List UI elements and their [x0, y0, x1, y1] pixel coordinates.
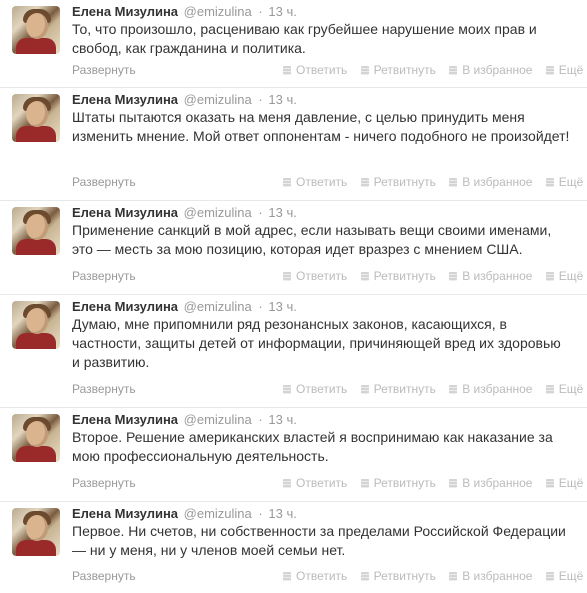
retweet-button[interactable]: Ретвитнуть: [361, 268, 436, 284]
more-button[interactable]: Ещё: [546, 174, 584, 190]
tweet-actions: [283, 475, 583, 491]
tweet-header: [72, 205, 297, 221]
reply-button[interactable]: Ответить: [283, 381, 347, 397]
avatar[interactable]: [12, 94, 60, 142]
tweet-actions: [283, 381, 583, 397]
reply-button[interactable]: Ответить: [283, 174, 347, 190]
reply-icon: [283, 272, 291, 281]
separator-dot: ·: [258, 412, 263, 427]
expand-link[interactable]: Развернуть: [72, 269, 136, 283]
tweet-actions: [283, 268, 583, 284]
expand-link[interactable]: Развернуть: [72, 476, 136, 490]
star-icon: [449, 66, 457, 75]
separator-dot: ·: [258, 4, 263, 19]
avatar[interactable]: [12, 207, 60, 255]
retweet-icon: [361, 385, 369, 394]
tweet-text: Второе. Решение американских властей я воспринимаю как наказание за мою профессиональную деятельность.: [72, 429, 553, 464]
expand-link[interactable]: Развернуть: [72, 569, 136, 583]
avatar[interactable]: [12, 6, 60, 54]
reply-button[interactable]: Ответить: [283, 568, 347, 584]
tweet-actions: [283, 568, 583, 584]
retweet-button[interactable]: Ретвитнуть: [361, 174, 436, 190]
more-icon: [546, 479, 554, 488]
reply-icon: [283, 479, 291, 488]
tweet-item[interactable]: [0, 88, 587, 201]
tweet-item[interactable]: [0, 502, 587, 593]
more-icon: [546, 572, 554, 581]
reply-icon: [283, 178, 291, 187]
more-button[interactable]: Ещё: [546, 381, 584, 397]
more-icon: [546, 178, 554, 187]
tweet-timestamp[interactable]: 13 ч.: [268, 4, 297, 19]
expand-link[interactable]: Развернуть: [72, 382, 136, 396]
expand-link[interactable]: Развернуть: [72, 175, 136, 189]
star-icon: [449, 385, 457, 394]
author-handle[interactable]: @emizulina: [183, 506, 252, 521]
tweet-header: [72, 4, 297, 20]
tweet-item[interactable]: [0, 295, 587, 408]
favorite-button[interactable]: В избранное: [449, 174, 532, 190]
tweet-text: Применение санкций в мой адрес, если называть вещи своими именами, это — месть за мою позицию, которая идет вразрез с мнением США.: [72, 222, 552, 257]
tweet-timestamp[interactable]: 13 ч.: [268, 299, 297, 314]
more-button[interactable]: Ещё: [546, 568, 584, 584]
tweet-text: Штаты пытаются оказать на меня давление, с целью принудить меня изменить мнение. Мой ответ оппонентам - ничего подобного не произойдет!: [72, 109, 570, 144]
retweet-button[interactable]: Ретвитнуть: [361, 62, 436, 78]
retweet-icon: [361, 66, 369, 75]
author-handle[interactable]: @emizulina: [183, 412, 252, 427]
author-handle[interactable]: @emizulina: [183, 299, 252, 314]
author-name[interactable]: Елена Мизулина: [72, 412, 179, 427]
separator-dot: ·: [258, 92, 263, 107]
avatar[interactable]: [12, 301, 60, 349]
reply-button[interactable]: Ответить: [283, 475, 347, 491]
favorite-button[interactable]: В избранное: [449, 381, 532, 397]
author-name[interactable]: Елена Мизулина: [72, 299, 179, 314]
avatar[interactable]: [12, 508, 60, 556]
reply-button[interactable]: Ответить: [283, 268, 347, 284]
tweet-timestamp[interactable]: 13 ч.: [268, 92, 297, 107]
tweet-timestamp[interactable]: 13 ч.: [268, 506, 297, 521]
tweet-timestamp[interactable]: 13 ч.: [268, 412, 297, 427]
tweet-item[interactable]: [0, 201, 587, 295]
retweet-button[interactable]: Ретвитнуть: [361, 475, 436, 491]
avatar[interactable]: [12, 414, 60, 462]
tweet-item[interactable]: [0, 0, 587, 88]
tweet-actions: [283, 62, 583, 78]
favorite-button[interactable]: В избранное: [449, 62, 532, 78]
reply-icon: [283, 385, 291, 394]
author-handle[interactable]: @emizulina: [183, 92, 252, 107]
tweet-header: [72, 92, 297, 108]
retweet-button[interactable]: Ретвитнуть: [361, 381, 436, 397]
retweet-icon: [361, 178, 369, 187]
retweet-icon: [361, 479, 369, 488]
reply-button[interactable]: Ответить: [283, 62, 347, 78]
favorite-button[interactable]: В избранное: [449, 268, 532, 284]
tweet-header: [72, 412, 297, 428]
retweet-icon: [361, 272, 369, 281]
retweet-icon: [361, 572, 369, 581]
author-handle[interactable]: @emizulina: [183, 205, 252, 220]
more-button[interactable]: Ещё: [546, 62, 584, 78]
more-icon: [546, 272, 554, 281]
author-handle[interactable]: @emizulina: [183, 4, 252, 19]
tweet-text: Первое. Ни счетов, ни собственности за пределами Российской Федерации — ни у меня, ни у членов моей семьи нет.: [72, 523, 566, 558]
favorite-button[interactable]: В избранное: [449, 475, 532, 491]
author-name[interactable]: Елена Мизулина: [72, 205, 179, 220]
tweet-item[interactable]: [0, 408, 587, 502]
star-icon: [449, 272, 457, 281]
tweet-text: Думаю, мне припомнили ряд резонансных законов, касающихся, в частности, защиты детей от информации, причиняющей вред их здоровью и развитию.: [72, 316, 561, 370]
more-button[interactable]: Ещё: [546, 475, 584, 491]
tweet-header: [72, 506, 297, 522]
author-name[interactable]: Елена Мизулина: [72, 4, 179, 19]
author-name[interactable]: Елена Мизулина: [72, 506, 179, 521]
author-name[interactable]: Елена Мизулина: [72, 92, 179, 107]
reply-icon: [283, 572, 291, 581]
tweet-timestamp[interactable]: 13 ч.: [268, 205, 297, 220]
tweet-text: То, что произошло, расцениваю как грубейшее нарушение моих прав и свобод, как гражданина и политика.: [72, 21, 537, 56]
retweet-button[interactable]: Ретвитнуть: [361, 568, 436, 584]
favorite-button[interactable]: В избранное: [449, 568, 532, 584]
star-icon: [449, 479, 457, 488]
separator-dot: ·: [258, 205, 263, 220]
more-icon: [546, 385, 554, 394]
separator-dot: ·: [258, 506, 263, 521]
reply-icon: [283, 66, 291, 75]
more-button[interactable]: Ещё: [546, 268, 584, 284]
separator-dot: ·: [258, 299, 263, 314]
tweet-header: [72, 299, 297, 315]
star-icon: [449, 572, 457, 581]
tweet-actions: [283, 174, 583, 190]
more-icon: [546, 66, 554, 75]
star-icon: [449, 178, 457, 187]
expand-link[interactable]: Развернуть: [72, 63, 136, 77]
